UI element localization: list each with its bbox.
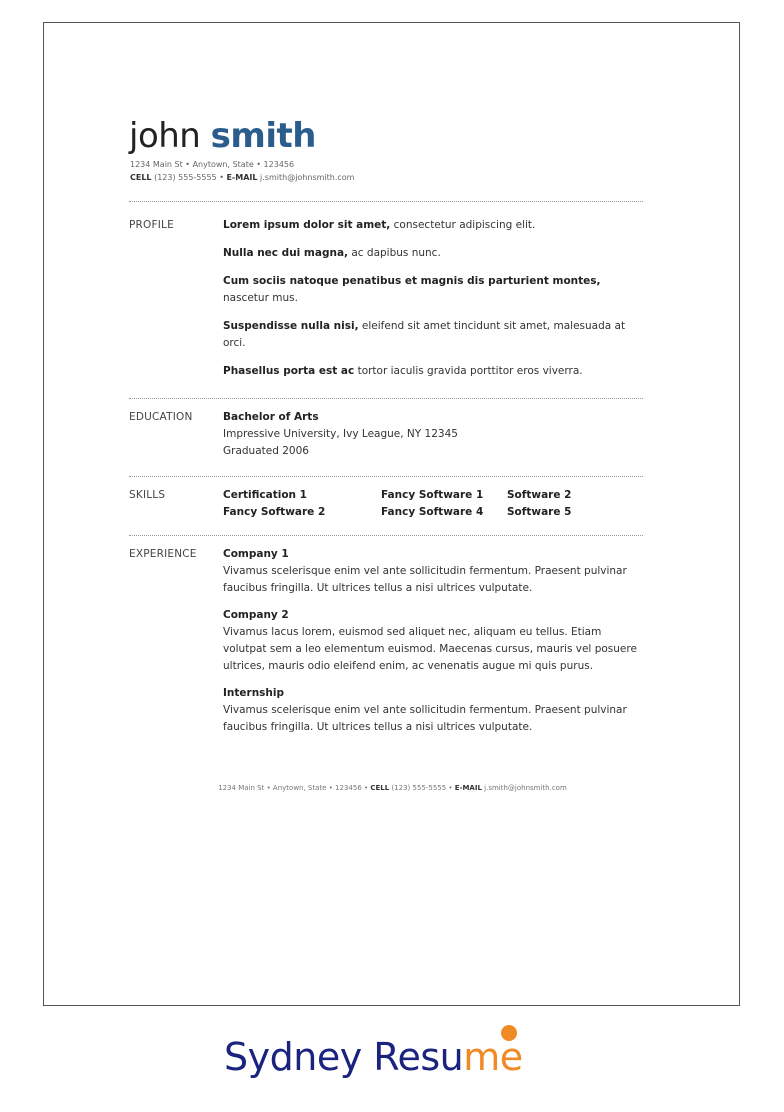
profile-item: Cum sociis natoque penatibus et magnis dis parturient montes, nascetur mus. [223,275,601,304]
phone-email-line [130,173,354,183]
section-label-profile: PROFILE [129,219,174,231]
section-label-experience: EXPERIENCE [129,548,197,560]
divider [129,476,643,477]
first-name: john [129,116,201,156]
skill-item: Software 5 [507,506,572,518]
skills-grid [223,487,648,523]
divider [129,398,643,399]
resume-name [129,116,316,156]
footer-cell-value: (123) 555-5555 • [391,784,453,792]
education-content [223,409,648,460]
svg-text:Sydney Resume [224,1035,523,1079]
email-label: E-MAIL [226,173,258,182]
experience-item: Company 1 Vivamus scelerisque enim vel ante sollicitudin fermentum. Praesent pulvinar faucibus fringilla. Ut ultrices tellus a nisi ultrices vulputate. [223,548,627,594]
email-value: j.smith@johnsmith.com [260,173,355,182]
skill-item: Fancy Software 1 [381,489,484,501]
divider [129,201,643,202]
skill-item: Software 2 [507,489,572,501]
profile-item: Lorem ipsum dolor sit amet, consectetur adipiscing elit. [223,219,536,231]
profile-item: Phasellus porta est ac tortor iaculis gravida porttitor eros viverra. [223,365,583,377]
section-label-education: EDUCATION [129,411,193,423]
section-label-skills: SKILLS [129,489,166,501]
skill-item: Fancy Software 4 [381,506,484,518]
footer-address: 1234 Main St • Anytown, State • 123456 • [218,784,369,792]
skill-item: Certification 1 [223,489,307,501]
last-name: smith [210,116,316,156]
resume-page [43,22,740,1006]
profile-item: Nulla nec dui magna, ac dapibus nunc. [223,247,441,259]
footer-cell-label: CELL [370,784,390,792]
footer-email-label: E-MAIL [454,784,482,792]
brand-text-accent: me [463,1035,523,1079]
degree: Bachelor of Arts [223,411,319,423]
experience-content [223,546,648,746]
cell-value: (123) 555-5555 • [154,173,224,182]
divider [129,535,643,536]
experience-item: Internship Vivamus scelerisque enim vel ante sollicitudin fermentum. Praesent pulvinar faucibus fringilla. Ut ultrices tellus a nisi ultrices vulputate. [223,687,627,733]
school: Impressive University, Ivy League, NY 12345 [223,428,458,440]
experience-item: Company 2 Vivamus lacus lorem, euismod sed aliquet nec, aliquam eu tellus. Etiam volutpat sem a leo elementum euismod. Maecenas cursus, mauris vel posuere ultrices, mauris odio eleifend enim, ac venenatis augue mi quis purus. [223,609,637,672]
footer-contact [44,784,741,792]
profile-item: Suspendisse nulla nisi, eleifend sit amet tincidunt sit amet, malesuada at orci. [223,320,626,349]
cell-label: CELL [130,173,152,182]
brand-text: Sydney Resu [224,1035,464,1079]
footer-email-value: j.smith@johnsmith.com [484,784,567,792]
address-line: 1234 Main St • Anytown, State • 123456 [130,160,295,169]
sydney-resume-logo [222,1020,562,1090]
profile-content [223,217,648,391]
graduated: Graduated 2006 [223,445,309,457]
skill-item: Fancy Software 2 [223,506,326,518]
